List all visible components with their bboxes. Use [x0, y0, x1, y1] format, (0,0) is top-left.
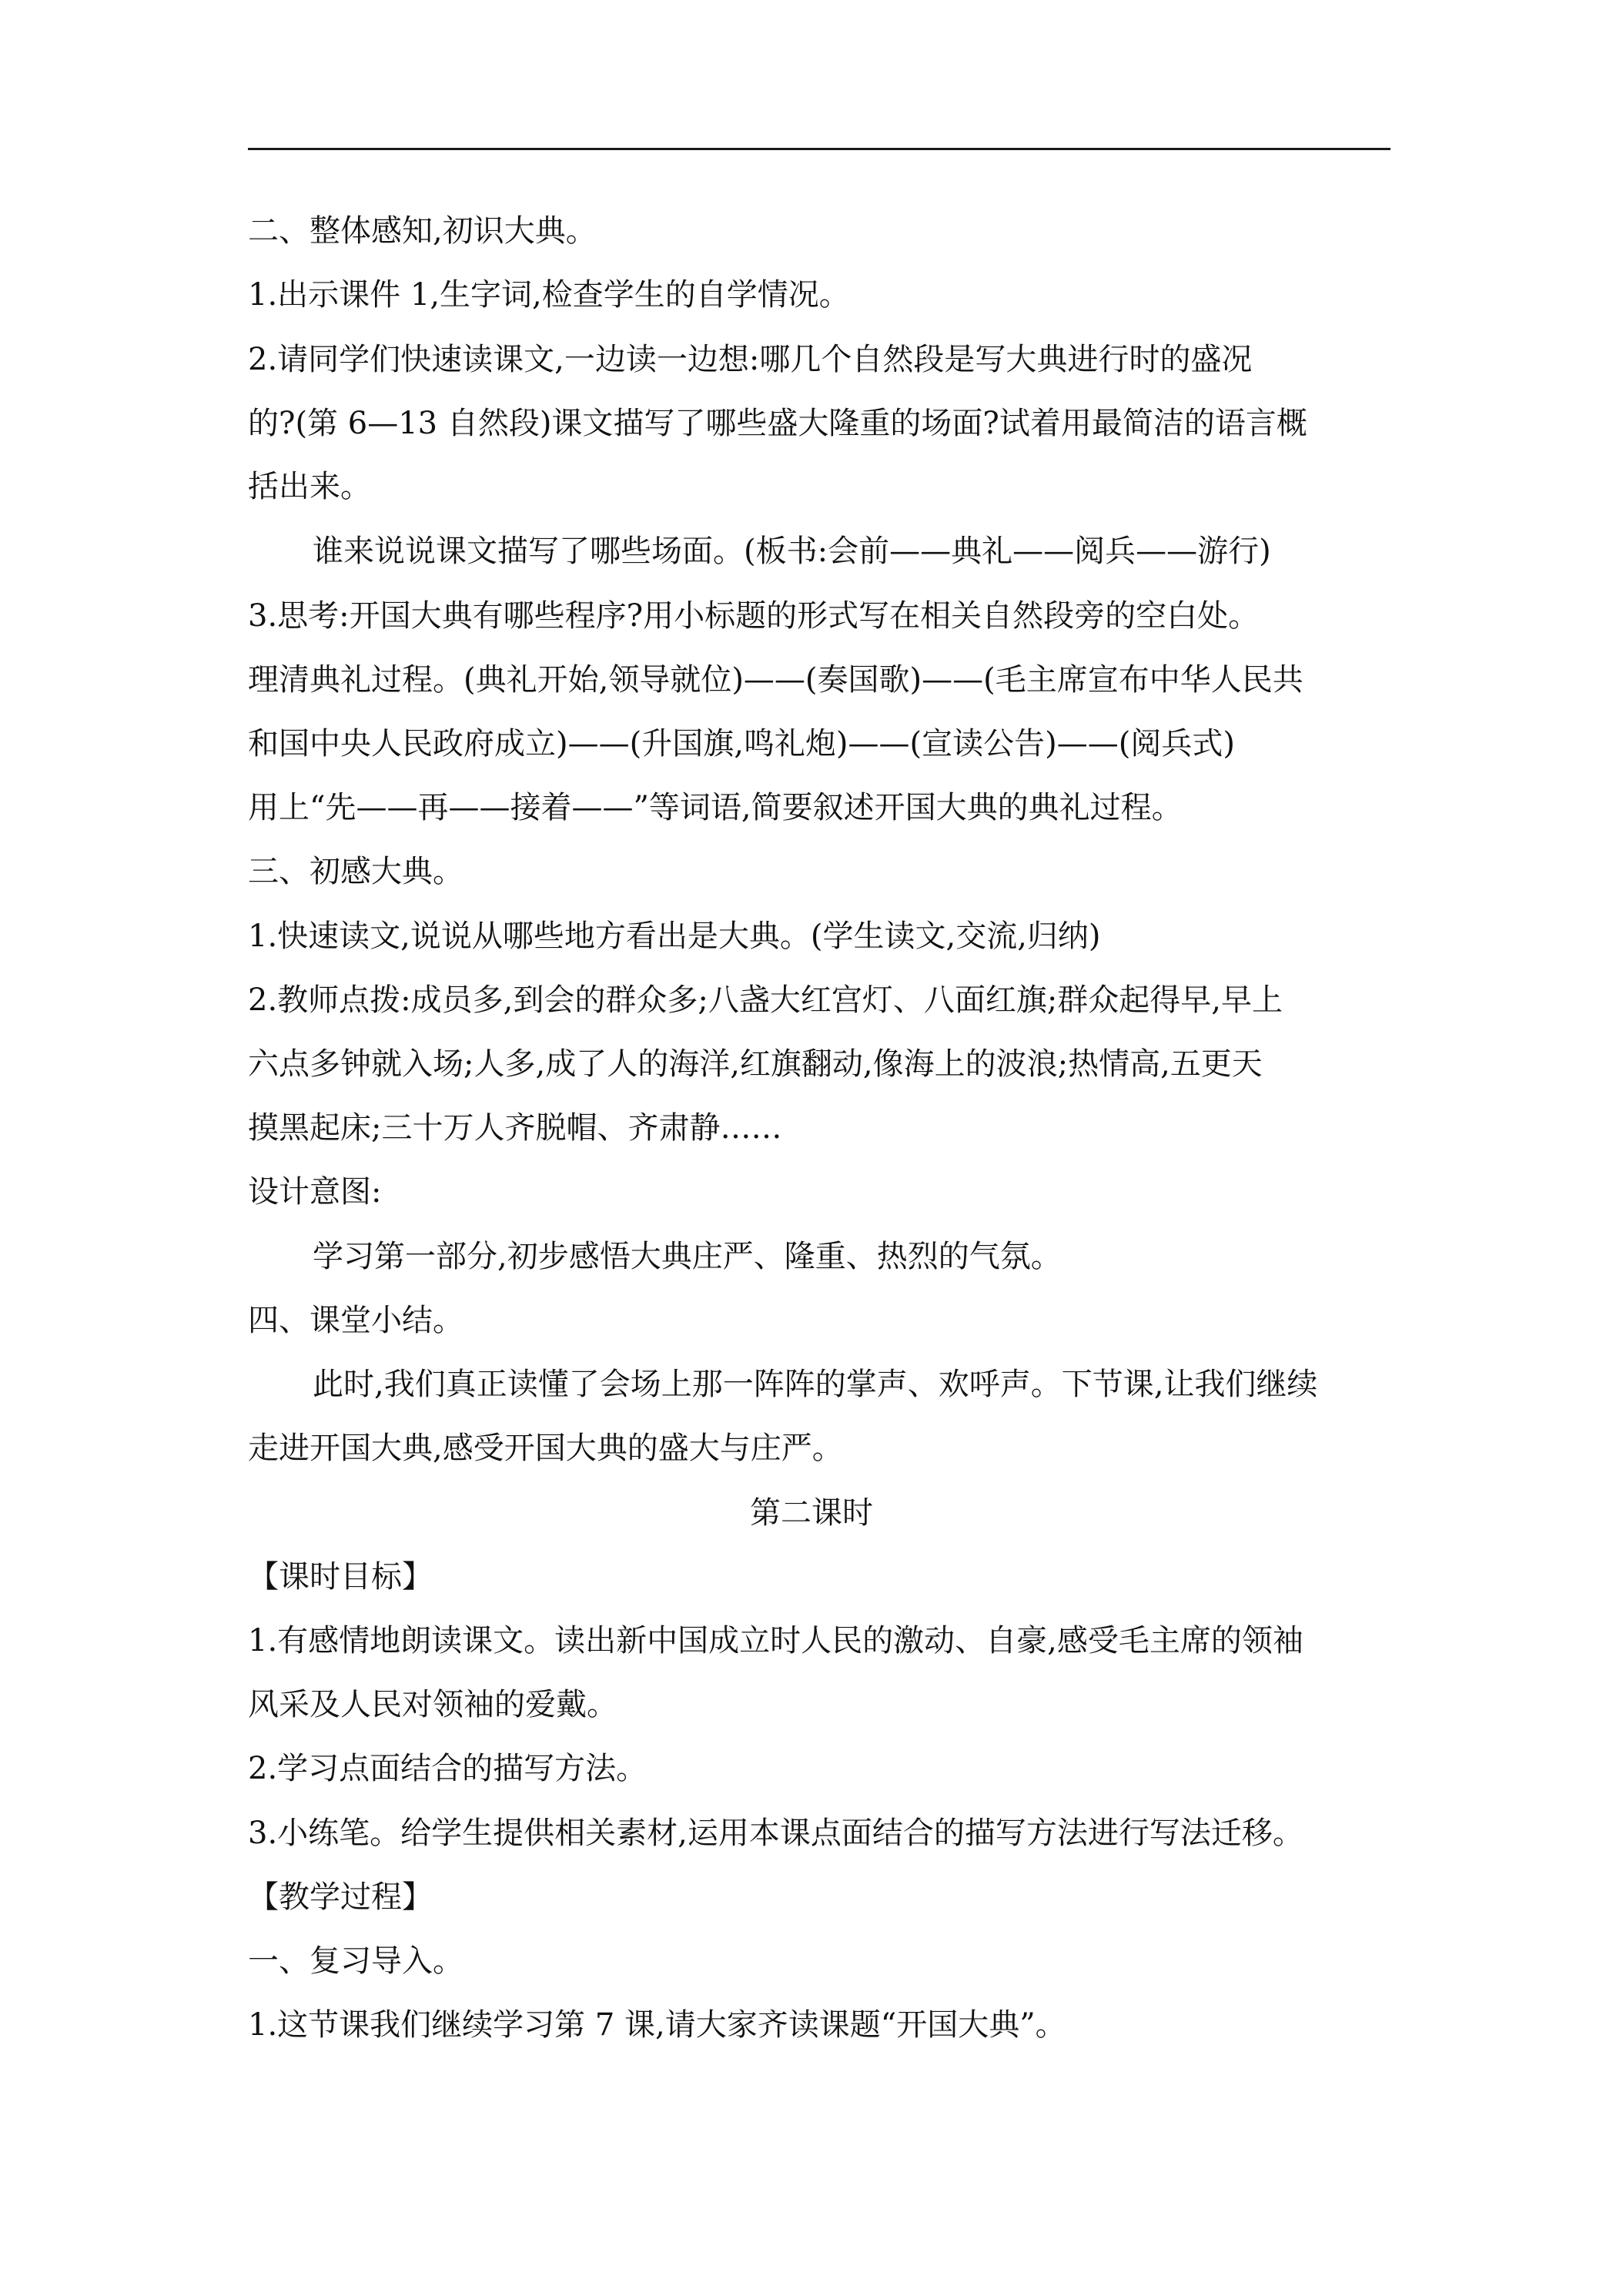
section-heading: 一、复习导入。 [248, 1943, 463, 1979]
paragraph-line: 走进开国大典,感受开国大典的盛大与庄严。 [248, 1431, 843, 1466]
paragraph-line: 1.有感情地朗读课文。读出新中国成立时人民的激动、自豪,感受毛主席的领袖 [248, 1623, 1303, 1658]
paragraph-line: 2.请同学们快速读课文,一边读一边想:哪几个自然段是写大典进行时的盛况 [248, 342, 1253, 377]
paragraph-line: 括出来。 [248, 469, 371, 504]
paragraph-line: 1.出示课件 1,生字词,检查学生的自学情况。 [248, 277, 850, 313]
section-heading: 三、初感大典。 [248, 854, 463, 889]
section-heading: 【教学过程】 [248, 1879, 433, 1915]
paragraph-line: 3.小练笔。给学生提供相关素材,运用本课点面结合的描写方法进行写法迁移。 [248, 1816, 1303, 1851]
paragraph-line: 摸黑起床;三十万人齐脱帽、齐肃静…… [248, 1110, 782, 1146]
section-heading: 四、课堂小结。 [248, 1303, 463, 1338]
paragraph-line: 六点多钟就入场;人多,成了人的海洋,红旗翻动,像海上的波浪;热情高,五更天 [248, 1046, 1263, 1082]
section-heading: 【课时目标】 [248, 1559, 433, 1595]
paragraph-line: 1.快速读文,说说从哪些地方看出是大典。(学生读文,交流,归纳) [248, 919, 1101, 954]
paragraph-line: 学习第一部分,初步感悟大典庄严、隆重、热烈的气氛。 [313, 1239, 1062, 1274]
paragraph-line: 的?(第 6—13 自然段)课文描写了哪些盛大隆重的场面?试着用最简洁的语言概 [248, 406, 1307, 441]
paragraph-line: 1.这节课我们继续学习第 7 课,请大家齐读课题“开国大典”。 [248, 2007, 1066, 2043]
paragraph-line: 用上“先——再——接着——”等词语,简要叙述开国大典的典礼过程。 [248, 790, 1183, 825]
lesson-title: 第二课时 [750, 1495, 873, 1531]
design-intent-label: 设计意图: [248, 1174, 382, 1210]
paragraph-line: 3.思考:开国大典有哪些程序?用小标题的形式写在相关自然段旁的空白处。 [248, 598, 1260, 634]
paragraph-line: 和国中央人民政府成立)——(升国旗,鸣礼炮)——(宣读公告)——(阅兵式) [248, 726, 1235, 761]
section-heading: 二、整体感知,初识大典。 [248, 213, 597, 249]
paragraph-line: 理清典礼过程。(典礼开始,领导就位)——(奏国歌)——(毛主席宣布中华人民共 [248, 662, 1303, 698]
paragraph-line: 2.教师点拨:成员多,到会的群众多;八盏大红宫灯、八面红旗;群众起得早,早上 [248, 982, 1283, 1018]
paragraph-line: 2.学习点面结合的描写方法。 [248, 1751, 648, 1786]
header-rule [248, 148, 1390, 150]
paragraph-line: 风采及人民对领袖的爱戴。 [248, 1687, 617, 1722]
paragraph-line: 此时,我们真正读懂了会场上那一阵阵的掌声、欢呼声。下节课,让我们继续 [313, 1367, 1318, 1402]
paragraph-line: 谁来说说课文描写了哪些场面。(板书:会前——典礼——阅兵——游行) [313, 534, 1271, 569]
